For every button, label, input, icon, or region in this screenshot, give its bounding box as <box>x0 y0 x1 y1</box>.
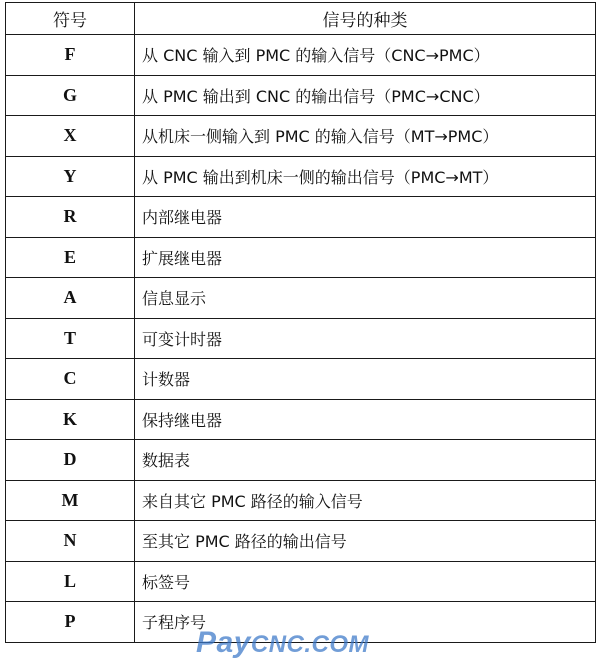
signal-code: L <box>6 561 135 602</box>
table-row <box>6 156 596 197</box>
signal-description: 从机床一侧输入到 PMC 的输入信号（MT→PMC） <box>135 116 596 157</box>
signal-description: 标签号 <box>135 561 596 602</box>
header-signal-type: 信号的种类 <box>135 3 596 35</box>
table-row <box>6 480 596 521</box>
table-row <box>6 440 596 481</box>
signal-code: T <box>6 318 135 359</box>
signal-description: 数据表 <box>135 440 596 481</box>
table-row <box>6 359 596 400</box>
signal-type-table <box>5 2 596 643</box>
table-row <box>6 197 596 238</box>
signal-description: 从 PMC 输出到 CNC 的输出信号（PMC→CNC） <box>135 75 596 116</box>
signal-code: P <box>6 602 135 643</box>
table-row <box>6 75 596 116</box>
signal-description: 从 PMC 输出到机床一侧的输出信号（PMC→MT） <box>135 156 596 197</box>
signal-description: 信息显示 <box>135 278 596 319</box>
header-code: 符号 <box>6 3 135 35</box>
signal-description: 可变计时器 <box>135 318 596 359</box>
signal-code: F <box>6 35 135 76</box>
signal-code: D <box>6 440 135 481</box>
watermark-sub-text: CNC.COM <box>250 631 370 658</box>
signal-description: 扩展继电器 <box>135 237 596 278</box>
signal-description: 子程序号 <box>135 602 596 643</box>
signal-description: 至其它 PMC 路径的输出信号 <box>135 521 596 562</box>
signal-code: E <box>6 237 135 278</box>
table-row <box>6 278 596 319</box>
signal-code: R <box>6 197 135 238</box>
signal-code: N <box>6 521 135 562</box>
signal-code: G <box>6 75 135 116</box>
signal-code: M <box>6 480 135 521</box>
watermark-main-text: Pay <box>196 626 251 659</box>
signal-description: 来自其它 PMC 路径的输入信号 <box>135 480 596 521</box>
signal-description: 内部继电器 <box>135 197 596 238</box>
signal-code: Y <box>6 156 135 197</box>
table-header-row <box>6 3 596 35</box>
signal-code: X <box>6 116 135 157</box>
table-row <box>6 35 596 76</box>
table-row <box>6 521 596 562</box>
table-row <box>6 602 596 643</box>
signal-description: 计数器 <box>135 359 596 400</box>
signal-code: K <box>6 399 135 440</box>
table-row <box>6 399 596 440</box>
table-row <box>6 318 596 359</box>
signal-code: C <box>6 359 135 400</box>
table-row <box>6 237 596 278</box>
table-row <box>6 561 596 602</box>
signal-description: 保持继电器 <box>135 399 596 440</box>
signal-description: 从 CNC 输入到 PMC 的输入信号（CNC→PMC） <box>135 35 596 76</box>
table-row <box>6 116 596 157</box>
signal-code: A <box>6 278 135 319</box>
